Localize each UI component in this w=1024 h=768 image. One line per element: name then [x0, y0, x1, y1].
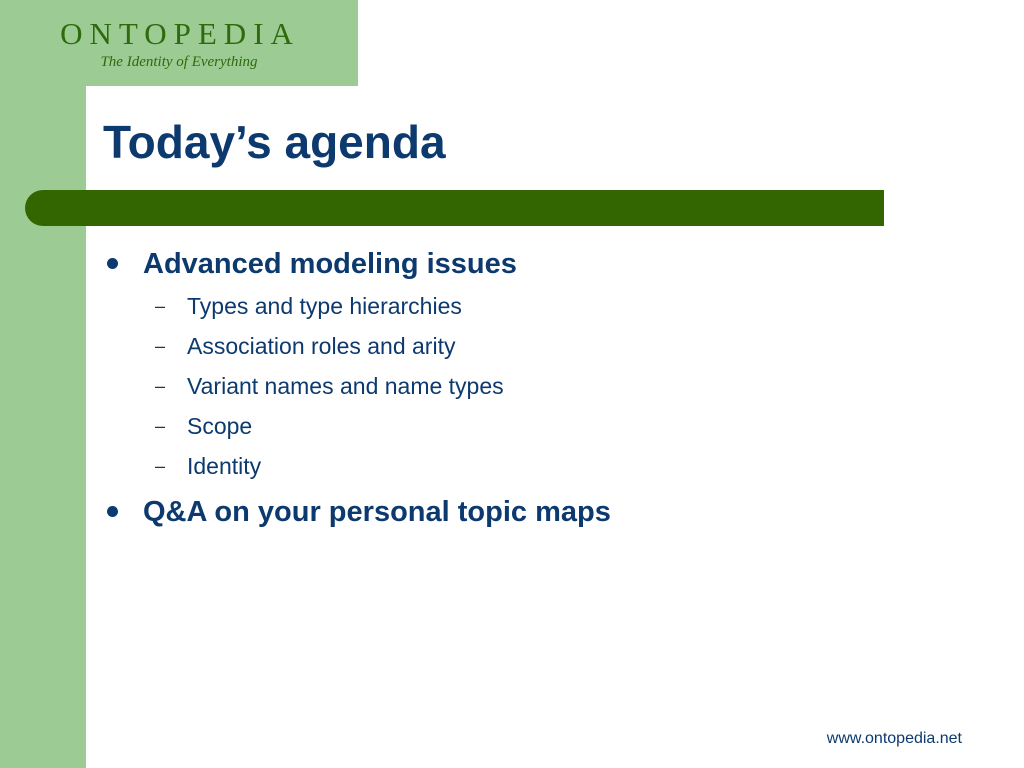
- dash-bullet-icon: –: [155, 296, 166, 316]
- agenda-sub-item-label: Scope: [187, 413, 253, 439]
- title-rule-bar: [25, 190, 884, 226]
- left-decorative-band: [0, 0, 86, 768]
- agenda-sub-item: [143, 286, 611, 326]
- agenda-list: [103, 242, 611, 534]
- agenda-sub-item: [143, 366, 611, 406]
- bullet-dot-icon: [107, 506, 118, 517]
- dash-bullet-icon: –: [155, 456, 166, 476]
- dash-bullet-icon: –: [155, 376, 166, 396]
- footer-url: www.ontopedia.net: [826, 730, 962, 747]
- agenda-sub-item-label: Identity: [187, 453, 262, 479]
- brand-logo: [0, 16, 358, 71]
- agenda-item-label: Q&A on your personal topic maps: [143, 496, 611, 528]
- agenda-sub-item-label: Association roles and arity: [187, 333, 456, 359]
- agenda-sub-item: [143, 406, 611, 446]
- agenda-sub-item-label: Types and type hierarchies: [187, 293, 462, 319]
- agenda-item-label: Advanced modeling issues: [143, 248, 517, 280]
- agenda-item: [103, 242, 611, 486]
- agenda-sub-list: [143, 286, 611, 486]
- brand-name: ONTOPEDIA: [60, 16, 300, 51]
- slide-title: Today’s agenda: [103, 116, 446, 168]
- bullet-dot-icon: [107, 258, 118, 269]
- agenda-sub-item: [143, 326, 611, 366]
- agenda-sub-item-label: Variant names and name types: [187, 373, 504, 399]
- brand-tagline: The Identity of Everything: [100, 54, 258, 70]
- agenda-item: [103, 490, 611, 534]
- dash-bullet-icon: –: [155, 336, 166, 356]
- dash-bullet-icon: –: [155, 416, 166, 436]
- agenda-sub-item: [143, 446, 611, 486]
